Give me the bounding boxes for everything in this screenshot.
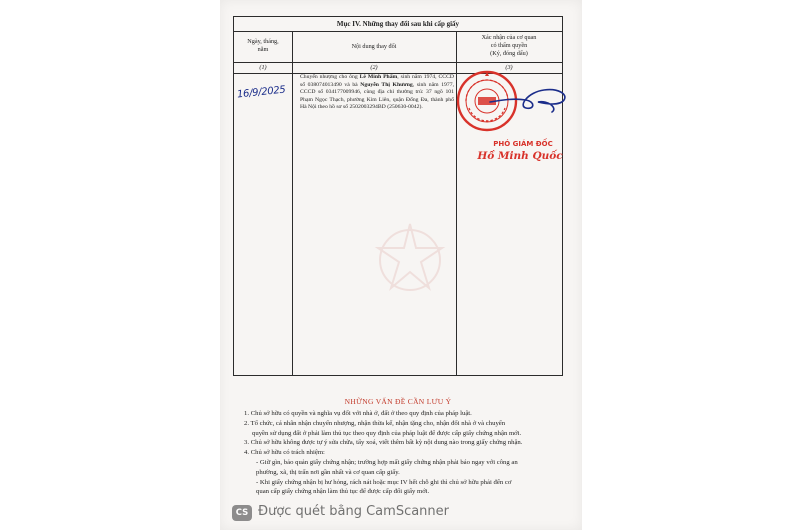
date-column-header <box>234 38 292 54</box>
section-title: Mục IV. Những thay đổi sau khi cấp giấy <box>234 17 562 32</box>
content-segment: , sinh năm 1977, CCCD số 034177009946, cùng địa chỉ thường trú: 37 ngõ 101 Phạm Ngọc Thạch, phường Kim Liên, quận Đống Đa, thành phố Hà Nội theo hồ sơ số 2502003294BD (250630-0042). <box>300 81 454 111</box>
camscanner-text: Được quét bằng CamScanner <box>258 504 450 519</box>
camscanner-logo-icon: CS <box>232 505 252 521</box>
owner-name: Nguyễn Thị Khương <box>360 81 413 88</box>
notes-title: NHỮNG VẤN ĐỀ CẦN LƯU Ý <box>344 397 452 406</box>
owner-name: Lê Minh Phẩm <box>359 74 398 80</box>
handwritten-date: 16/9/2025 <box>236 84 287 101</box>
signature <box>488 80 570 116</box>
notes-list <box>244 409 562 497</box>
note-line: phường, xã, thị trấn nơi gần nhất và cơ quan cấp giấy. <box>256 468 400 476</box>
column-number-2: (2) <box>370 64 378 71</box>
note-line: quan cấp giấy chứng nhận làm thủ tục để được cấp đổi giấy mới. <box>256 488 430 496</box>
note-line: 3. Chủ sở hữu không được tự ý sửa chữa, tẩy xoá, viết thêm bất kỳ nội dung nào trong giấy chứng nhận. <box>244 439 523 447</box>
column-number-1: (1) <box>259 64 267 71</box>
content-segment: , sinh năm 1974, CCCD số 038074013490 và bà <box>300 74 454 88</box>
note-line: 2. Tổ chức, cá nhân nhận chuyển nhượng, nhận thừa kế, nhận tặng cho, nhận đổi nhà ở và chuyển <box>244 419 506 427</box>
confirm-header-line: Xác nhận của cơ quan <box>481 34 537 41</box>
note-line: 1. Chủ sở hữu có quyền và nghĩa vụ đối với nhà ở, đất ở theo quy định của pháp luật. <box>244 410 472 417</box>
faint-emblem-watermark <box>360 210 460 310</box>
column-number-3: (3) <box>505 64 513 71</box>
change-content-text <box>300 74 454 112</box>
camscanner-watermark <box>226 502 516 526</box>
confirm-column-header <box>456 34 562 58</box>
confirm-header-line: có thẩm quyền <box>490 42 528 49</box>
confirm-header-line: (Ký, đóng dấu) <box>490 50 528 57</box>
note-line: quyền sử dụng đất ở phải làm thủ tục theo quy định của pháp luật để được cấp giấy chứng nhận mới. <box>252 429 522 437</box>
date-header-line: Ngày, tháng, <box>247 38 279 45</box>
content-segment: Chuyển nhượng cho ông <box>300 74 360 80</box>
date-header-line: năm <box>257 46 269 53</box>
content-column-header: Nội dung thay đổi <box>351 43 397 50</box>
signer-title: PHÓ GIÁM ĐỐC <box>493 140 553 148</box>
signer-name: Hồ Minh Quốc <box>477 150 563 162</box>
column-divider <box>292 31 293 375</box>
note-line: - Giữ gìn, bảo quản giấy chứng nhận; trường hợp mất giấy chứng nhận phải báo ngay với công an <box>256 458 518 466</box>
note-line: - Khi giấy chứng nhận bị hư hỏng, rách nát hoặc mục IV hết chỗ ghi thì chủ sở hữu phải đến cơ <box>256 478 512 486</box>
note-line: 4. Chủ sở hữu có trách nhiệm: <box>244 449 325 457</box>
